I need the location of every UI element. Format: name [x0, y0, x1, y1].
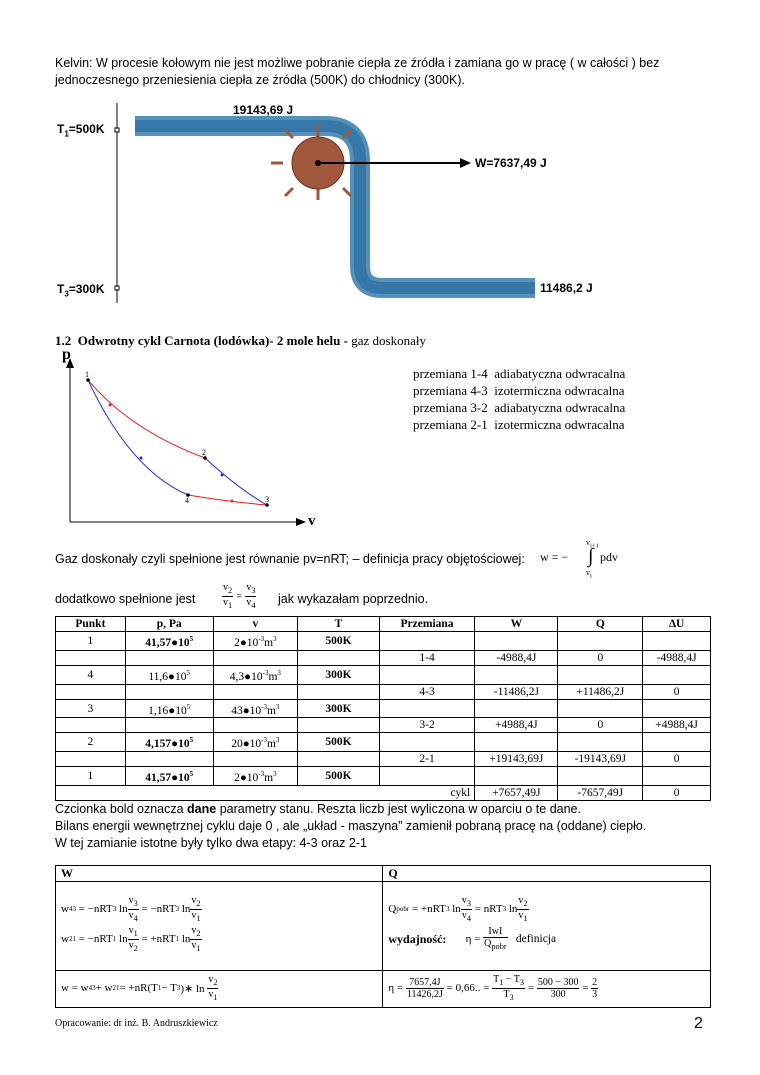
cell-q: -7657,49J — [558, 786, 643, 801]
cell-punkt: 4 — [56, 665, 126, 684]
header-cell: p, Pa — [125, 617, 213, 632]
cell-p: $11,6●10^5$ — [125, 665, 213, 684]
cell-v: $2●10^{-3}m^3$ — [213, 767, 298, 786]
formula-w21: w 21 = −nRT 1 ln $\frac{v_1}{v_2}$ = +nRT 1 ln $\frac{v_2}{v_1}$ — [61, 924, 201, 953]
header-cell: Q — [558, 617, 643, 632]
t1-label: $T_1=500K$ — [57, 122, 105, 139]
cell-przemiana: 1-4 — [379, 650, 474, 665]
cell-przemiana: 4-3 — [379, 684, 474, 699]
cell-p: $1,16●10^5$ — [125, 699, 213, 718]
cell-punkt: 3 — [56, 699, 126, 718]
state-row — [56, 767, 711, 786]
cell-q: -19143,69J — [558, 752, 643, 767]
process-row — [56, 650, 711, 665]
heat-out-label: 11486,2 J — [540, 281, 593, 295]
process-row — [56, 718, 711, 733]
table-header-row — [56, 617, 711, 632]
cell-punkt: 1 — [56, 767, 126, 786]
work-formulas — [56, 882, 383, 971]
intro-line-2: jednoczesnego przeniesienia ciepła ze źródła (500K) do chłodnicy (300K). — [55, 73, 465, 87]
process-row — [56, 752, 711, 767]
point-4-label: 4 — [185, 496, 189, 505]
intro-line-1: Kelvin: W procesie kołowym nie jest możliwe pobranie ciepła ze źródła i zamiana go w pracę ( w całości ) bez — [55, 56, 660, 70]
page-number: 2 — [694, 1015, 703, 1032]
cell-v: $2●10^{-3}m^3$ — [213, 632, 298, 651]
cell-cycle-label: cykl — [56, 786, 475, 801]
state-row — [56, 632, 711, 651]
cell-punkt: 1 — [56, 632, 126, 651]
work-label: W=7637,49 J — [475, 156, 547, 170]
curve-1-2 — [88, 380, 205, 458]
cell-t: 300K — [298, 699, 380, 718]
cycle-table — [55, 616, 711, 801]
work-sum-formula — [56, 971, 383, 1008]
curve-2-3 — [205, 458, 267, 505]
formula-w43: w 43 = −nRT 3 ln $\frac{v_3}{v_4}$ = −nRT 3 ln $\frac{v_2}{v_1}$ — [61, 894, 201, 923]
cell-du: -4988,4J — [643, 650, 711, 665]
cell-t: 300K — [298, 665, 380, 684]
formula-efficiency-def: wydajność: η = $\frac{\text{IwI}}{Q_{pobr}}$ definicja — [388, 926, 557, 951]
point-3-label: 3 — [265, 495, 269, 504]
cell-du: 0 — [643, 684, 711, 699]
state-row — [56, 733, 711, 752]
point-2-label: 2 — [202, 448, 206, 457]
process-item: przemiana 4-3 izotermiczna odwracalna — [413, 383, 625, 398]
cell-punkt: 2 — [56, 733, 126, 752]
efficiency-calc — [383, 971, 711, 1008]
cell-t: 500K — [298, 733, 380, 752]
formula-efficiency-value: η = $\frac{7657,4J}{11426,2J}$ = 0,66.. = $\frac{T_1 - T_3}{T_3}$ = $\frac{500 - 300}{300}$ = $\frac{2}{3}$ — [388, 973, 598, 1002]
work-definition-formula: w = − $v_{i+1}$ ∫ $v_i$ pdv — [540, 538, 618, 580]
cell-w: +19143,69J — [475, 752, 558, 767]
volume-ratio-line: dodatkowo spełnione jest $\frac{v_2}{v_1}$ = $\frac{v_3}{v_4}$ jak wykazałam poprzednio. — [55, 582, 429, 610]
header-cell: ΔU — [643, 617, 711, 632]
cell-du: 0 — [643, 752, 711, 767]
cell-w: +7657,49J — [475, 786, 558, 801]
t3-label: $T_3=300K$ — [57, 282, 105, 299]
header-cell: T — [298, 617, 380, 632]
cell-przemiana: 2-1 — [379, 752, 474, 767]
formula-qpobr: Q pobr = +nRT 3 ln $\frac{v_3}{v_4}$ = nRT 3 ln $\frac{v_2}{v_1}$ — [388, 894, 528, 923]
cell-w: +4988,4J — [475, 718, 558, 733]
cell-q: 0 — [558, 718, 643, 733]
process-list — [413, 365, 625, 433]
state-row — [56, 665, 711, 684]
process-item: przemiana 3-2 adiabatyczna odwracalna — [413, 400, 626, 415]
v-axis-label: v — [308, 513, 316, 529]
cell-v: $4,3●10^{-3}m^3$ — [213, 665, 298, 684]
process-item: przemiana 1-4 adiabatyczna odwracalna — [413, 366, 626, 381]
cell-p: $41,57●10^5$ — [125, 767, 213, 786]
cell-w: -11486,2J — [475, 684, 558, 699]
footer-author: Opracowanie: dr inż. B. Andruszkiewicz — [55, 1018, 218, 1029]
heat-in-label: 19143,69 J — [233, 103, 294, 117]
header-w: W — [56, 866, 383, 882]
formula-header-row — [56, 866, 711, 882]
header-cell: Przemiana — [379, 617, 474, 632]
cell-du: +4988,4J — [643, 718, 711, 733]
cell-v: $20●10^{-3}m^3$ — [213, 733, 298, 752]
header-cell: Punkt — [56, 617, 126, 632]
cell-p: $4,157●10^5$ — [125, 733, 213, 752]
point-1-label: 1 — [85, 370, 89, 379]
cycle-total-row — [56, 786, 711, 801]
cell-q: 0 — [558, 650, 643, 665]
cell-w: -4988,4J — [475, 650, 558, 665]
state-row — [56, 699, 711, 718]
heat-formulas — [383, 882, 711, 971]
pv-diagram — [60, 346, 325, 530]
formula-row — [56, 971, 711, 1008]
formula-w-sum: w = w 43 + w 21 = +nR(T 1 − T 3 )∗ ln $\frac{v_2}{v_1}$ — [61, 973, 218, 1002]
heat-engine-diagram — [55, 98, 695, 308]
note-line-1: Czcionka bold oznacza dane parametry stanu. Reszta liczb jest wyliczona w oparciu o te dane. — [55, 802, 581, 816]
curve-4-3 — [188, 495, 267, 505]
header-q: Q — [383, 866, 711, 882]
curve-1-4 — [88, 380, 188, 495]
cell-v: $43●10^{-3}m^3$ — [213, 699, 298, 718]
p-axis-label: p — [62, 346, 71, 363]
cell-t: 500K — [298, 767, 380, 786]
cell-q: +11486,2J — [558, 684, 643, 699]
ideal-gas-text: Gaz doskonały czyli spełnione jest równanie pv=nRT; – definicja pracy objętościowej: — [55, 552, 525, 566]
header-cell: v — [213, 617, 298, 632]
header-cell: W — [475, 617, 558, 632]
volume-ratio-formula: $\frac{v_2}{v_1}$ = $\frac{v_3}{v_4}$ — [223, 582, 256, 610]
process-row — [56, 684, 711, 699]
formula-row — [56, 882, 711, 971]
note-line-3: W tej zamianie istotne były tylko dwa etapy: 4-3 oraz 2-1 — [55, 836, 367, 850]
formula-table — [55, 865, 711, 1008]
cell-t: 500K — [298, 632, 380, 651]
section-heading: 1.2 Odwrotny cykl Carnota (lodówka)- 2 mole helu - gaz doskonały — [55, 333, 426, 348]
cell-p: $41,57●10^5$ — [125, 632, 213, 651]
process-item: przemiana 2-1 izotermiczna odwracalna — [413, 417, 625, 432]
cell-przemiana: 3-2 — [379, 718, 474, 733]
note-line-2: Bilans energii wewnętrznej cyklu daje 0 , ale „układ - maszyna” zamienił pobraną pracę na (oddane) ciepło. — [55, 819, 647, 833]
cell-du: 0 — [643, 786, 711, 801]
